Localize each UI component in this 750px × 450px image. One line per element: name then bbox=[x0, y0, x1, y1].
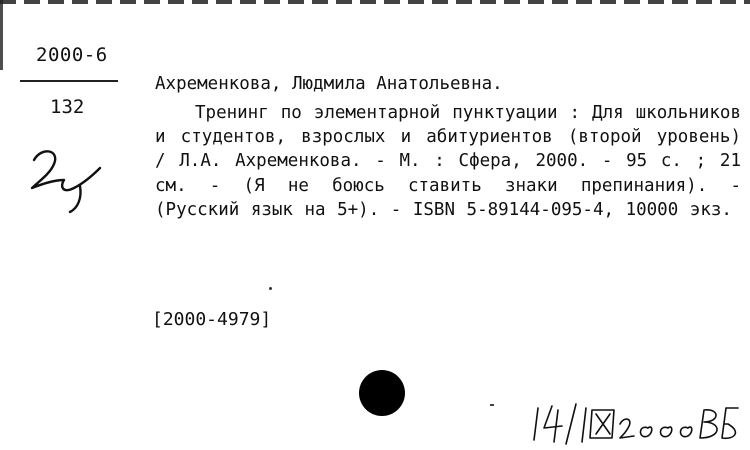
author-heading: Ахременкова, Людмила Анатольевна. bbox=[155, 74, 503, 94]
ink-dash bbox=[490, 404, 494, 406]
ink-speck bbox=[269, 287, 272, 290]
record-number: [2000-4979] bbox=[152, 309, 272, 330]
card-left-edge bbox=[0, 0, 3, 70]
handwritten-date-stamp bbox=[530, 398, 750, 448]
call-number: 2000-6 bbox=[36, 44, 108, 66]
card-top-edge bbox=[0, 0, 750, 4]
bibliographic-description: Тренинг по элементарной пунктуации : Для школьников и студентов, взрослых и абитуриентов (второй уровень) / Л.А. Ахременкова. - М. : Сфера, 2000. - 95 с. ; 21 см. - (Я не боюсь ставить знаки препинания). - (Русский язык на 5+). - ISBN 5-89144-095-4, 10000 экз. bbox=[155, 103, 741, 220]
handwritten-mark bbox=[20, 142, 110, 217]
punch-hole bbox=[359, 370, 405, 416]
call-number-divider bbox=[20, 80, 118, 82]
shelf-number: 132 bbox=[50, 96, 85, 118]
